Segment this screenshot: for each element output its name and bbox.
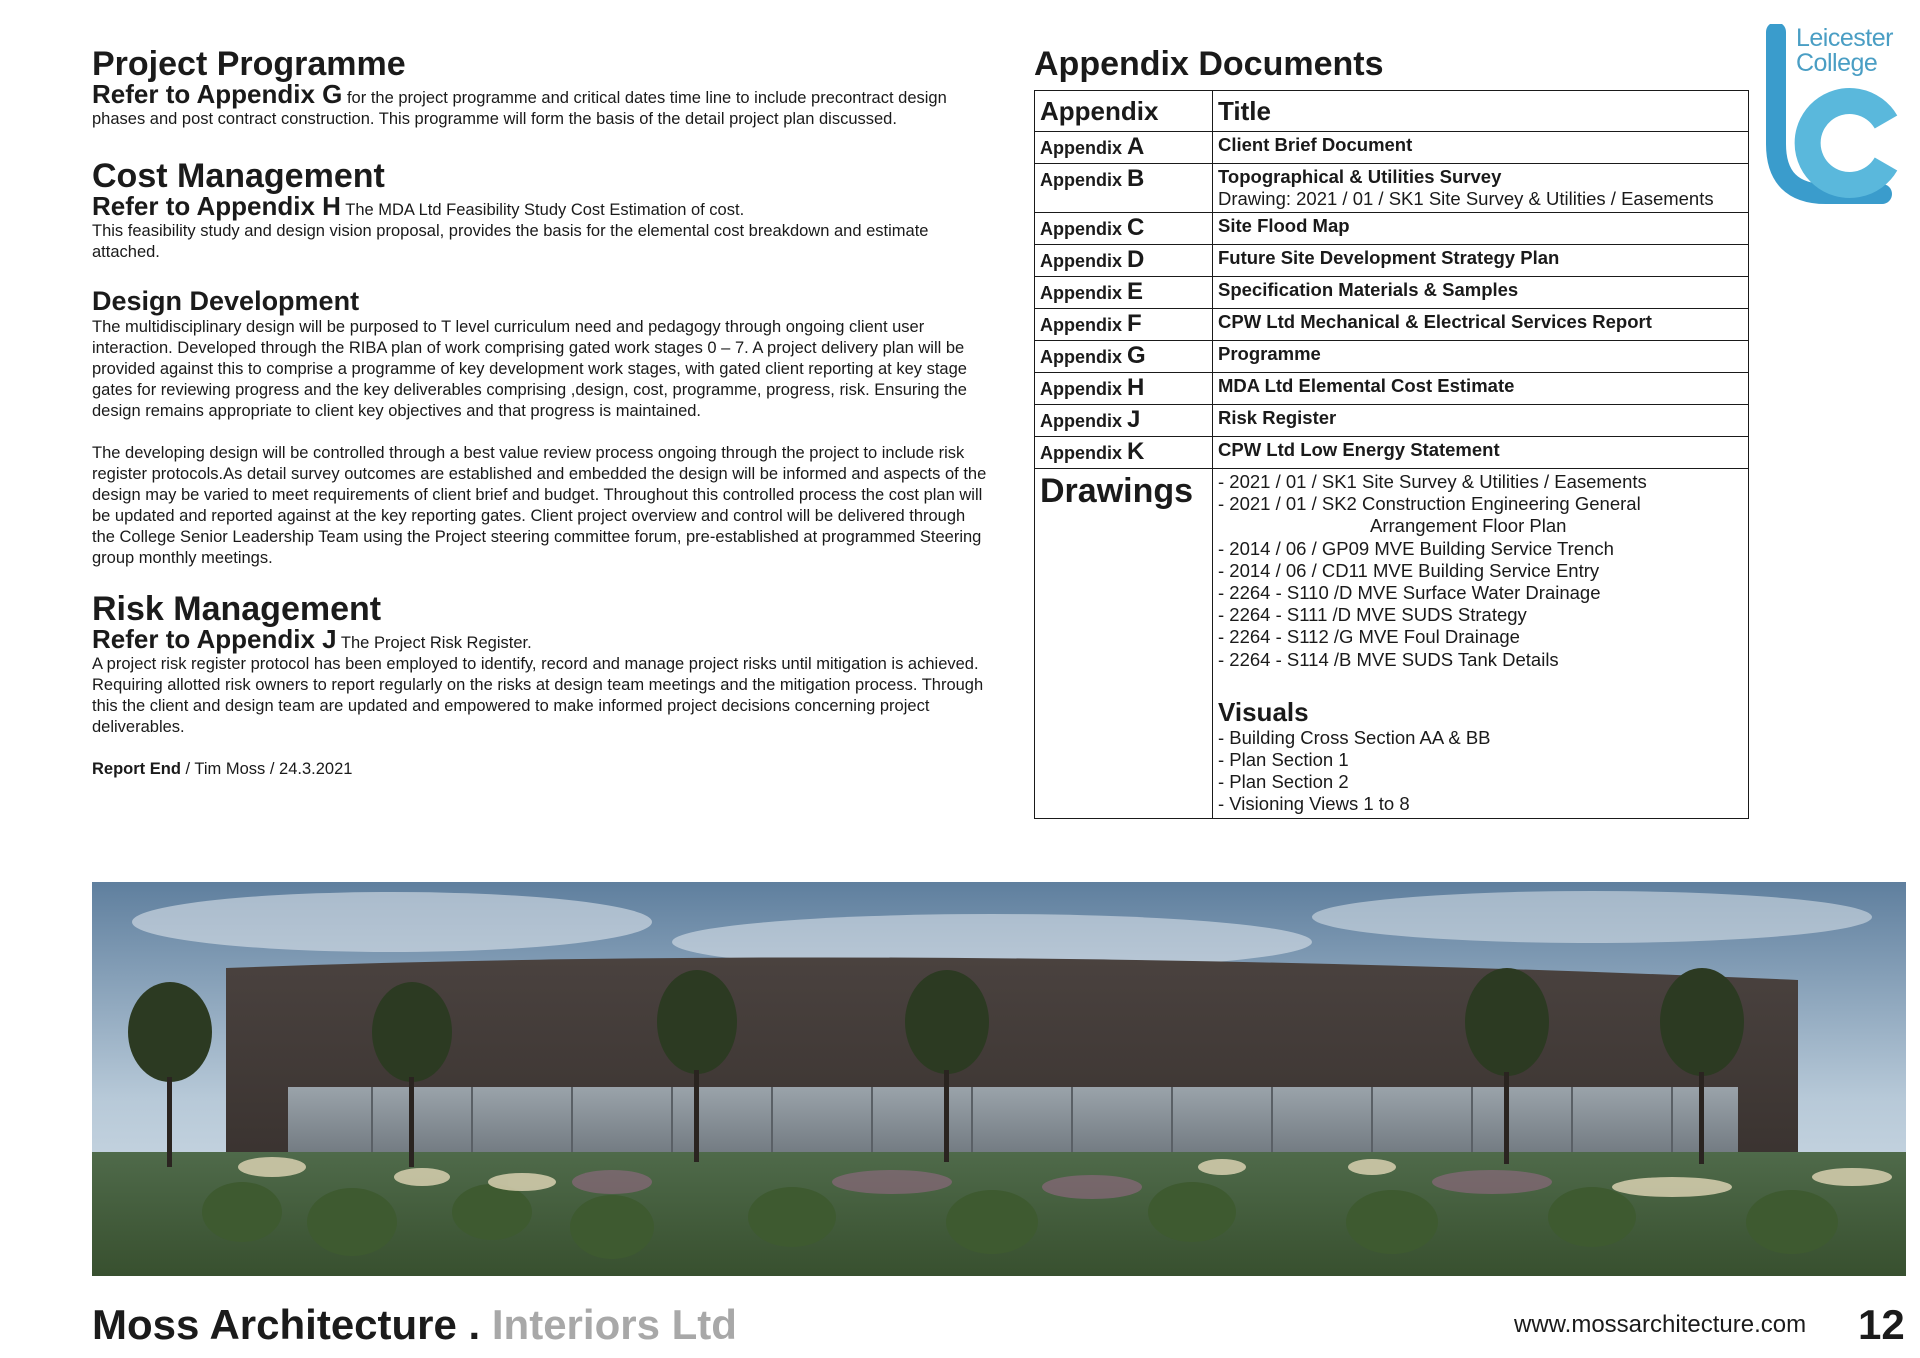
appendix-label-prefix: Appendix bbox=[1040, 219, 1128, 239]
appendix-col-header: Appendix bbox=[1040, 96, 1159, 126]
visual-item: - Building Cross Section AA & BB bbox=[1218, 726, 1491, 748]
project-programme-text bbox=[92, 79, 987, 130]
appendix-letter: B bbox=[1127, 165, 1145, 192]
risk-management-refline bbox=[92, 624, 987, 654]
risk-management-ref-text: The Project Risk Register. bbox=[336, 634, 532, 652]
appendix-label-prefix: Appendix bbox=[1040, 283, 1128, 303]
cost-management-refline bbox=[92, 191, 987, 221]
appendix-label-prefix: Appendix bbox=[1040, 379, 1128, 399]
appendix-letter: H bbox=[1127, 374, 1145, 401]
building-render-image bbox=[92, 882, 1906, 1276]
appendix-row bbox=[1035, 437, 1749, 469]
appendix-letter: C bbox=[1127, 214, 1145, 241]
appendix-title: Specification Materials & Samples bbox=[1218, 279, 1519, 300]
appendix-title: Site Flood Map bbox=[1218, 215, 1350, 236]
logo-line1: Leicester bbox=[1796, 24, 1893, 52]
drawing-item: - 2264 - S112 /G MVE Foul Drainage bbox=[1218, 626, 1520, 648]
appendix-label bbox=[1040, 278, 1144, 305]
logo-line2: College bbox=[1796, 49, 1878, 77]
drawing-item: - 2021 / 01 / SK2 Construction Engineering General bbox=[1218, 493, 1641, 515]
appendix-row bbox=[1035, 213, 1749, 245]
appendix-row bbox=[1035, 277, 1749, 309]
footer-brand bbox=[92, 1300, 737, 1350]
design-development-para2: The developing design will be controlled through a best value review process ongoing through the project to include risk register protocols.As detail survey outcomes are established and embedded the design will be informed and aspects of the design may be varied to meet requirements of client brief and budget. Throughout this controlled process the cost plan will be updated and reported against at the key reporting gates. Client project overview and control will be delivered through the College Senior Leadership Team using the Project steering committee forum, pre-established at programmed Steering group monthly meetings. bbox=[92, 444, 987, 567]
footer-brand-grey: Interiors Ltd bbox=[491, 1301, 737, 1348]
appendix-letter: A bbox=[1127, 133, 1145, 160]
footer-website-link[interactable]: www.mossarchitecture.com bbox=[1514, 1311, 1807, 1338]
project-programme-ref: Refer to Appendix G bbox=[92, 79, 343, 109]
drawing-item: - 2021 / 01 / SK1 Site Survey & Utilities / Easements bbox=[1218, 471, 1647, 492]
visuals-heading: Visuals bbox=[1218, 696, 1309, 727]
appendix-label-prefix: Appendix bbox=[1040, 170, 1128, 190]
appendix-row bbox=[1035, 245, 1749, 277]
drawings-row bbox=[1035, 469, 1749, 819]
drawing-item: - 2264 - S114 /B MVE SUDS Tank Details bbox=[1218, 648, 1559, 670]
drawing-item: - 2264 - S111 /D MVE SUDS Strategy bbox=[1218, 604, 1527, 626]
footer-brand-main: Moss Architecture . bbox=[92, 1301, 492, 1348]
appendix-row bbox=[1035, 341, 1749, 373]
appendix-row bbox=[1035, 405, 1749, 437]
cost-management-heading: Cost Management bbox=[92, 157, 385, 195]
appendix-title: CPW Ltd Mechanical & Electrical Services Report bbox=[1218, 311, 1652, 332]
appendix-row bbox=[1035, 164, 1749, 213]
appendix-label-prefix: Appendix bbox=[1040, 347, 1128, 367]
appendix-title: MDA Ltd Elemental Cost Estimate bbox=[1218, 375, 1515, 396]
risk-management-body: A project risk register protocol has been employed to identify, record and manage project risks until mitigation is achieved. Requiring allotted risk owners to report regularly on the risks at design team meetings and the mitigation process. Through this the client and design team are updated and empowered to make informed project decisions concerning project deliverables. bbox=[92, 655, 984, 736]
appendix-title: Future Site Development Strategy Plan bbox=[1218, 247, 1560, 268]
title-col-header: Title bbox=[1218, 96, 1271, 126]
appendix-label-prefix: Appendix bbox=[1040, 315, 1128, 335]
drawing-item: - 2014 / 06 / CD11 MVE Building Service Entry bbox=[1218, 559, 1600, 581]
appendix-label-prefix: Appendix bbox=[1040, 443, 1128, 463]
appendix-letter: J bbox=[1127, 406, 1141, 433]
appendix-section bbox=[1034, 44, 1749, 819]
project-programme-heading: Project Programme bbox=[92, 45, 406, 83]
appendix-letter: E bbox=[1127, 278, 1144, 305]
appendix-title: Risk Register bbox=[1218, 407, 1337, 428]
appendix-subtitle: Drawing: 2021 / 01 / SK1 Site Survey & Utilities / Easements bbox=[1218, 188, 1714, 209]
risk-management-heading: Risk Management bbox=[92, 590, 382, 628]
appendix-label bbox=[1040, 406, 1141, 433]
cost-management-ref: Refer to Appendix H bbox=[92, 191, 341, 221]
left-column bbox=[92, 44, 987, 780]
appendix-label bbox=[1040, 374, 1145, 401]
appendix-label bbox=[1040, 438, 1145, 465]
appendix-label bbox=[1040, 133, 1145, 160]
appendix-label bbox=[1040, 246, 1145, 273]
appendix-title: CPW Ltd Low Energy Statement bbox=[1218, 439, 1500, 460]
appendix-heading: Appendix Documents bbox=[1034, 45, 1384, 83]
cost-management-body: This feasibility study and design vision proposal, provides the basis for the elemental cost breakdown and estimate attached. bbox=[92, 222, 929, 261]
appendix-title: Programme bbox=[1218, 343, 1321, 364]
risk-management-ref: Refer to Appendix J bbox=[92, 624, 337, 654]
report-end-label: Report End bbox=[92, 760, 181, 778]
page-number: 12 bbox=[1858, 1301, 1905, 1348]
appendix-table bbox=[1034, 90, 1749, 819]
visual-item: - Visioning Views 1 to 8 bbox=[1218, 793, 1410, 815]
cost-management-ref-text: The MDA Ltd Feasibility Study Cost Estimation of cost. bbox=[340, 201, 745, 219]
drawing-item: - 2014 / 06 / GP09 MVE Building Service Trench bbox=[1218, 537, 1614, 559]
report-end-text: / Tim Moss / 24.3.2021 bbox=[180, 760, 353, 778]
appendix-letter: D bbox=[1127, 246, 1145, 273]
drawings-heading: Drawings bbox=[1040, 472, 1194, 510]
appendix-row bbox=[1035, 373, 1749, 405]
project-programme-body: for the project programme and critical dates time line to include precontract design phases and post contract construction. This programme will form the basis of the detail project plan discussed. bbox=[92, 89, 947, 128]
logo-text bbox=[1796, 26, 1893, 76]
appendix-label bbox=[1040, 310, 1142, 337]
appendix-label bbox=[1040, 165, 1145, 192]
appendix-title: Client Brief Document bbox=[1218, 134, 1413, 155]
design-development-heading: Design Development bbox=[92, 286, 360, 316]
appendix-label bbox=[1040, 214, 1145, 241]
visual-item: - Plan Section 2 bbox=[1218, 771, 1349, 793]
appendix-label-prefix: Appendix bbox=[1040, 138, 1128, 158]
appendix-label-prefix: Appendix bbox=[1040, 411, 1128, 431]
appendix-letter: K bbox=[1127, 438, 1145, 465]
visual-item: - Plan Section 1 bbox=[1218, 749, 1349, 771]
drawing-item: - 2264 - S110 /D MVE Surface Water Drainage bbox=[1218, 582, 1601, 604]
appendix-row bbox=[1035, 309, 1749, 341]
appendix-letter: F bbox=[1127, 310, 1142, 337]
appendix-title: Topographical & Utilities Survey bbox=[1218, 166, 1502, 187]
appendix-table-header bbox=[1035, 91, 1749, 132]
appendix-row bbox=[1035, 132, 1749, 164]
appendix-label-prefix: Appendix bbox=[1040, 251, 1128, 271]
appendix-letter: G bbox=[1127, 342, 1146, 369]
design-development-para1: The multidisciplinary design will be purposed to T level curriculum need and pedagogy through ongoing client user interaction. Developed through the RIBA plan of work comprising gated work stages 0 – 7. A project delivery plan will be provided against this to comprise a programme of key development work stages, with gated client reporting at key stage gates for reviewing progress and the key deliverables comprising ,design, cost, programme, progress, risk. Ensuring the design remains appropriate to client key objectives and that progress is maintained. bbox=[92, 318, 967, 420]
appendix-label bbox=[1040, 342, 1146, 369]
report-end bbox=[92, 759, 987, 780]
drawing-item: Arrangement Floor Plan bbox=[1370, 515, 1567, 537]
